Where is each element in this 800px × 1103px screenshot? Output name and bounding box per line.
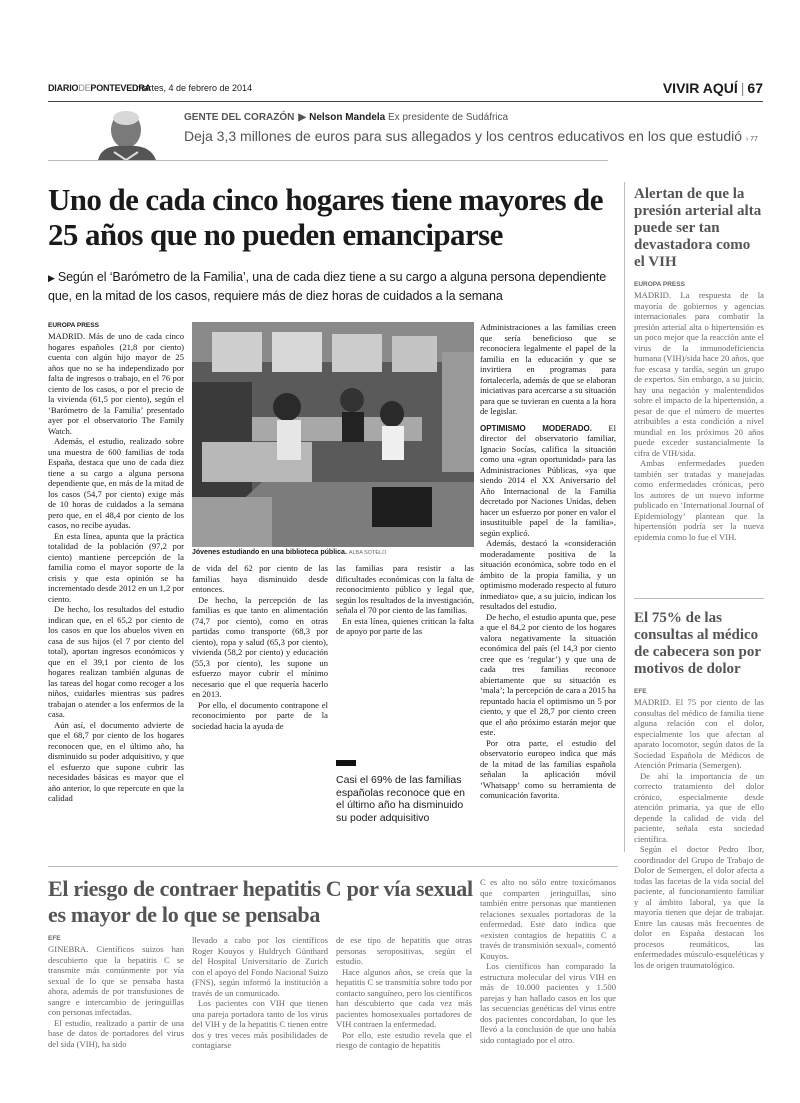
agency-byline: EUROPA PRESS: [48, 322, 99, 329]
sidebar-headline-1: Alertan de que la presión arterial alta puede ser tan devastadora como el VIH: [634, 186, 762, 270]
newspaper-name: DIARIODEPONTEVEDRA: [48, 83, 151, 93]
photo-caption: Jóvenes estudiando en una biblioteca pública. ALBA SOTELO: [192, 549, 387, 556]
agency-byline: EFE: [634, 688, 647, 695]
promo-kicker: GENTE DEL CORAZÓN ▶ Nelson Mandela Ex presidente de Sudáfrica: [184, 112, 509, 123]
main-headline: Uno de cada cinco hogares tiene mayores de 25 años que no pueden emanciparse: [48, 182, 603, 252]
agency-byline: EFE: [48, 935, 61, 942]
bottom-rule: [48, 866, 618, 867]
bottom-column-1: EFE GINEBRA. Científicos suizos han descubierto que la hepatitis C se transmite más comúnmente por vía sexual de lo que se pensaba hasta ahora, además de por transfusiones de sangre e intercambio de jeringuillas con personas infectadas. El estudio, realizado a partir de una base de datos de portadores del virus del sida (VIH), ha sido: [48, 935, 184, 1049]
main-column-1: EUROPA PRESS MADRID. Más de uno de cada cinco hogares españoles (21,8 por ciento) cuenta con algún hijo mayor de 25 años que no se ha independizado por falta de ingresos o trabajo, en el 76 por ciento de los casos, o por el precio de la vivienda (61,5 por ciento), según el ‘Barómetro de la Familia’ presentado ayer por el observatorio The Family Watch. Además, el estudio, realizado sobre una muestra de 600 familias de toda España, destaca que uno de cada diez tiene a su cargo a alguna persona dependiente que, en más de la mitad de los casos (54,7 por ciento) exige más de 10 horas de cuidados a la semana pero que, en el 48,4 por ciento de los casos, no recibe ayudas. En esta línea, apunta que la práctica totalidad de la población (97,2 por ciento) mantiene percepción de la familia como el mayor soporte de la crisis y que esta opinión se ha incrementado desde 2012 en un 1,2 por ciento. De hecho, los resultados del estudio indican que, en el 65,2 por ciento de los casos en que los abuelos viven en casa de sus hijos (el 7 por ciento del total), aportan ingresos económicos y que en el 39,1 por ciento de los hogares realizan también algunas de las tareas del hogar como recoger a los niños, cuidarles mientras sus padres trabajan o atender a los enfermos de la casa. Aún así, el documento advierte de que el 68,7 por ciento de los hogares reconocen que, en el último año, ha disminuido su poder adquisitivo, y que el esfuerzo que supone cubrir las necesidades básicas es mayor que el año anterior, lo que repercute en que la calidad: [48, 322, 184, 803]
bottom-headline: El riesgo de contraer hepatitis C por vía sexual es mayor de lo que se pensaba: [48, 876, 473, 927]
subheading-optimismo: OPTIMISMO MODERADO.: [480, 423, 592, 433]
bottom-column-2: llevado a cabo por los científicos Roger Kouyos y Huldrych Günthard del Hospital Universitario de Zurich con el apoyo del Fondo Nacional Suizo (FNS), según informó la institución a través de un comunicado. Los pacientes con VIH que tienen una pareja portadora tanto de los virus del VIH y de la hepatitis C tienen entre dos y tres veces más posibilidades de contagiarse: [192, 935, 328, 1050]
page-reference: › 77: [745, 136, 758, 143]
agency-byline: EUROPA PRESS: [634, 281, 685, 288]
bottom-column-4: C es alto no sólo entre toxicómanos que comparten jeringuillas, sino también entre personas que mantienen relaciones sexuales portadoras de la enfermedad. Este dato indica que «existen contagios de hepatitis C a través de transmisión sexual», comentó Kouyos. Los científicos han comparado la estructura molecular del virus VIH en más de 10.000 pacientes y 1.500 parejas y han hallado casos en los que las secuencias genéticas del virus entre dos pacientes concordaban, lo que les llevó a la conclusión de que uno había sido contagiado por el otro.: [480, 877, 616, 1045]
issue-date: martes, 4 de febrero de 2014: [136, 83, 253, 93]
top-rule: [48, 160, 608, 161]
main-column-4: Administraciones a las familias creen que sería beneficioso que se reconociera legalmente el papel de la familia en la educación y que se invirtiera en programas para fortalecerla, además de que se elaboran iniciativas para acercarse a su situación para que se tuvieran en cuenta a la hora de legislar. OPTIMISMO MODERADO. El director del observatorio familiar, Ignacio Socías, califica la situación como una «gran oportunidad» para las Administraciones Públicas, «ya que siendo 2014 el XX Aniversario del Año Internacional de la Familia decretado por Naciones Unidas, deben hacer un esfuerzo por poner en valor el insustituible papel de la familia», según explicó. Además, destacó la «consideración moderadamente positiva de la situación económica, sobre todo en el ámbito de la propia familia, y un optimismo moderado respecto al futuro inmediato» que, a su juicio, indican los resultados del estudio. De hecho, el estudio apunta que, pese a que el 84,2 por ciento de los hogares valora negativamente la situación económica del país (el 14,3 por ciento cree que es ‘regular’) y que una de cada tres familias reconoce abiertamente que su situación es ‘mala’; la percepción de cara a 2015 ha repuntado hacia el optimismo un 5 por ciento, y que el 28,7 por ciento creen que el año próximo estarán mejor que este. Por otra parte, el estudio del observatorio europeo indica que más de la mitad de las familias española señalan la aplicación móvil ‘Whatsapp’ como su herramienta de comunicación favorita.: [480, 322, 616, 800]
bottom-column-3: de ese tipo de hepatitis que otras personas seropositivas, según el estudio. Hace algunos años, se creía que la hepatitis C se transmitía sobre todo por contacto sanguíneo, pero los científicos han descubierto que cada vez más pacientes homosexuales portadores de VIH contraen la enfermedad. Por ello, este estudio revela que el riesgo de contagio de hepatitis: [336, 935, 472, 1050]
sidebar-story-pain: El 75% de las consultas al médico de cabecera son por motivos de dolor EFE MADRID. El 75 por ciento de las consultas del médico de familia tiene alguna relación con el dolor, especialmente los que afectan al aparato locomotor, según datos de la Sociedad Española de Médicos de Atención Primaria (Semergen). De ahí la importancia de un correcto tratamiento del dolor crónico, especialmente desde atención primaria, ya que de ello depende la calidad de vida del paciente, señala esta sociedad científica. Según el doctor Pedro Ibor, coordinador del Grupo de Trabajo de Dolor de Semergen, el dolor afecta a todas las facetas de la vida social del paciente, al funcionamiento familiar y al ámbito laboral, ya que la mayoría tienen que dejar de trabajar. Entre las causas más frecuentes de dolor en España destacan los procesos reumáticos, las enfermedades músculo-esqueléticas y los de origen traumatológico.: [634, 610, 764, 970]
page-header: [48, 80, 763, 102]
triangle-icon: ▶: [48, 273, 55, 283]
pullquote-bar: [336, 760, 356, 766]
promo-headline[interactable]: Deja 3,3 millones de euros para sus allegados y los centros educativos en los que estudió › 77: [184, 128, 758, 144]
sidebar-headline-2: El 75% de las consultas al médico de cabecera son por motivos de dolor: [634, 610, 761, 677]
library-photo: [192, 322, 474, 547]
mandela-portrait: [84, 108, 168, 160]
page-number: 67: [747, 80, 763, 96]
sidebar-divider: [624, 182, 625, 852]
pull-quote: Casi el 69% de las familias españolas reconoce que en el último año ha disminuido su poder adquisitivo: [336, 760, 474, 824]
main-subhead: ▶ Según el ‘Barómetro de la Familia’, una de cada diez tiene a su cargo a alguna persona dependiente que, en la mitad de los casos, requiere más de diez horas de cuidados a la semana: [48, 270, 607, 303]
section-label: VIVIR AQUÍ | 67: [662, 80, 763, 96]
photo-credit: ALBA SOTELO: [348, 550, 387, 556]
main-column-2: de vida del 62 por ciento de las familias haya disminuido desde entonces. De hecho, la percepción de las familias es que tanto en alimentación (74,7 por ciento), como en otras partidas como transporte (68,3 por ciento), ropa y salud (65,3 por ciento), vivienda (58,2 por ciento) y educación (55,3 por ciento), les supone un esfuerzo mayor cubrir el mínimo necesario que el que requería hacerlo en 2013. Por ello, el documento contrapone el reconocimiento por parte de la sociedad hacia la ayuda de: [192, 563, 328, 731]
main-column-3: las familias para resistir a las dificultades económicas con la falta de reconocimiento público y legal que, según los resultados de la investigación, señala el 70 por ciento de las familias. En esta línea, quienes critican la falta de apoyo por parte de las: [336, 563, 474, 636]
sidebar-rule: [634, 598, 764, 599]
sidebar-story-hypertension: Alertan de que la presión arterial alta puede ser tan devastadora como el VIH EUROPA PRESS MADRID. La respuesta de la mayoría de gobiernos y agencias internacionales para combatir la presión arterial alta o hipertensión es un poco mejor que la reacción ante el virus de la inmunodeficiencia humana (VIH)/sida hace 20 años, que fue escasa y tardía, según un grupo de expertos. Sin embargo, a su juicio, hay una negación y malentendidos sobre el impacto de la hipertensión, a pesar de que el número de muertes atribuibles a esta condición a nivel mundial en los próximos 20 años puede exceder sustancialmente la cifra de VIH/sida. Ambas enfermedades pueden también ser tratadas y manejadas como enfermedades crónicas, pero los autores de un nuevo informe publicado en ‘International Journal of Epidemiology’ plantean que la hipertensión podría ser la nueva epidemia como lo fue el VIH.: [634, 186, 764, 542]
promo-strip: [96, 104, 763, 158]
